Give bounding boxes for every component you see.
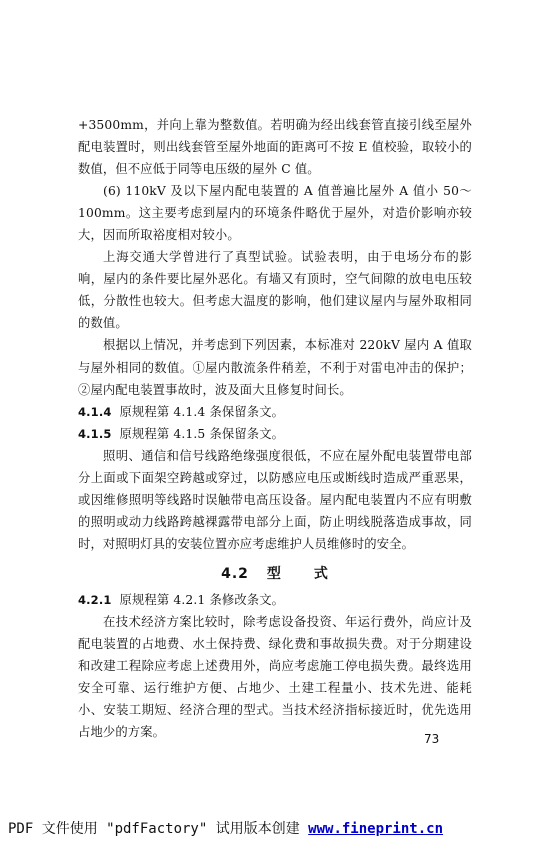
section-heading xyxy=(78,563,472,585)
section-title-part: 型 xyxy=(266,565,282,582)
clause-text: 原规程第 4.1.5 条保留条文。 xyxy=(119,426,285,441)
paragraph: +3500mm，并向上靠为整数值。若明确为经出线套管直接引线至屋外配电装置时，则出线套管至屋外地面的距离可不按 E 值校验，取较小的数值，但不应低于同等电压级的屋外 C 值。 xyxy=(78,118,472,177)
clause-number: 4.2.1 xyxy=(78,592,112,607)
body-text xyxy=(78,114,472,743)
paragraph: 在技术经济方案比较时，除考虑设备投资、年运行费外，尚应计及配电装置的占地费、水土保持费、绿化费和事故损失费。对于分期建设和改建工程除应考虑上述费用外，尚应考虑施工停电损失费。最终选用安全可靠、运行维护方便、占地少、土建工程量小、技术先进、能耗小、安装工期短、经济合理的型式。当技术经济指标接近时，优先选用占地少的方案。 xyxy=(78,615,472,740)
paragraph: 照明、通信和信号线路绝缘强度很低，不应在屋外配电装置带电部分上面或下面架空跨越或穿过，以防感应电压或断线时造成严重恶果，或因维修照明等线路时误触带电高压设备。屋内配电装置内不应有明敷的照明或动力线路跨越裸露带电部分上面，防止明线脱落造成事故，同时，对照明灯具的安装位置亦应考虑维护人员维修时的安全。 xyxy=(78,448,472,551)
paragraph: 根据以上情况，并考虑到下列因素，本标准对 220kV 屋内 A 值取与屋外相同的数值。①屋内散流条件稍差，不利于对雷电冲击的保护；②屋内配电装置事故时，波及面大且修复时间长。 xyxy=(78,338,472,397)
clause-text: 原规程第 4.1.4 条保留条文。 xyxy=(119,404,285,419)
page-number: 73 xyxy=(424,732,440,746)
paragraph: (6) 110kV 及以下屋内配电装置的 A 值普遍比屋外 A 值小 50～100mm。这主要考虑到屋内的环境条件略优于屋外，对造价影响亦较大，因而所取裕度相对较小。 xyxy=(78,184,472,243)
clause-number: 4.1.4 xyxy=(78,404,112,419)
section-title-part: 式 xyxy=(313,565,329,582)
clause-line xyxy=(78,401,472,423)
clause-line xyxy=(78,589,472,611)
footer-text: PDF 文件使用 "pdfFactory" 试用版本创建 xyxy=(8,821,309,837)
clause-text: 原规程第 4.2.1 条修改条文。 xyxy=(119,592,285,607)
paragraph: 上海交通大学曾进行了真型试验。试验表明，由于电场分布的影响，屋内的条件要比屋外恶化。有墙又有顶时，空气间隙的放电电压较低，分散性也较大。但考虑大温度的影响，他们建议屋内与屋外取相同的数值。 xyxy=(78,250,472,331)
footer-link[interactable]: www.fineprint.cn xyxy=(308,821,444,837)
clause-line xyxy=(78,423,472,445)
section-number: 4.2 xyxy=(221,565,249,582)
pdf-footer xyxy=(8,818,443,838)
clause-number: 4.1.5 xyxy=(78,426,112,441)
